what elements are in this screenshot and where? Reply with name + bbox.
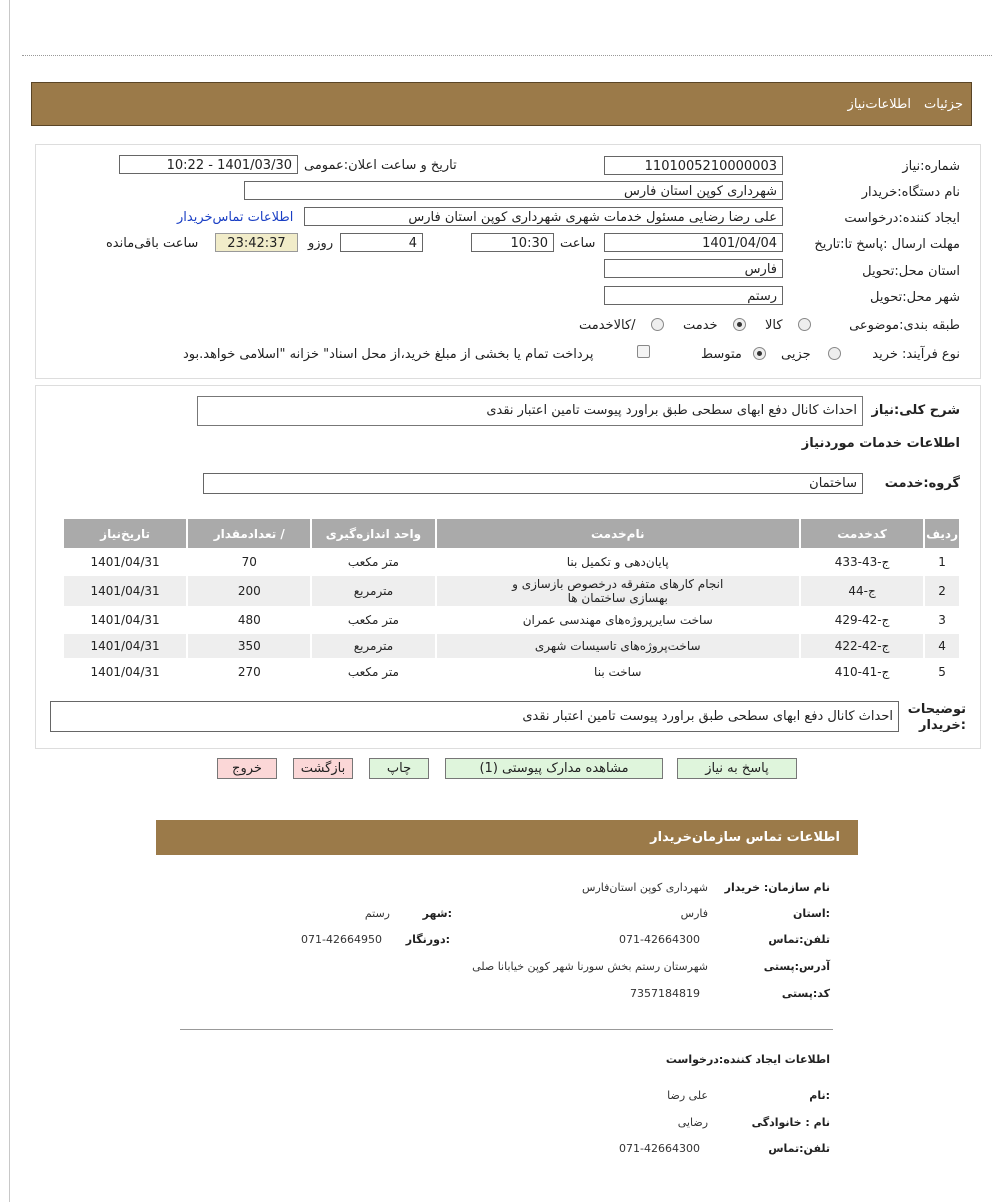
creator-info-heading: اطلاعات ایجاد کننده:درخواست xyxy=(665,1053,830,1066)
cell-date: 1401/04/31 xyxy=(64,550,186,574)
creator-label: ایجاد کننده:درخواست xyxy=(844,211,960,226)
category-radio-service[interactable] xyxy=(733,318,746,331)
left-border-line xyxy=(9,0,10,1202)
print-button[interactable]: چاپ xyxy=(369,758,429,779)
cell-unit: متر مکعب xyxy=(312,660,434,684)
cell-date: 1401/04/31 xyxy=(64,660,186,684)
cell-date: 1401/04/31 xyxy=(64,634,186,658)
col-need-date: تاریخ‌نیاز xyxy=(64,519,186,548)
contact-fax-label: :دورنگار xyxy=(405,933,450,946)
announce-label: تاریخ و ساعت اعلان:عمومی xyxy=(304,158,457,173)
need-number-field: 1101005210000003 xyxy=(604,156,783,175)
col-quantity: / تعدادمقدار xyxy=(188,519,310,548)
tab-need-info[interactable]: اطلاعات‌نیاز xyxy=(847,97,911,112)
treasury-payment-checkbox[interactable] xyxy=(637,345,650,358)
category-option-goods: کالا xyxy=(765,318,783,333)
contact-postal-label: کد:پستی xyxy=(781,987,830,1000)
contact-fax-value: 071-42664950 xyxy=(301,933,382,946)
services-table xyxy=(62,517,961,686)
service-group-label: گروه:خدمت xyxy=(884,476,960,491)
contact-province-value: فارس xyxy=(680,907,708,920)
contact-city-value: رستم xyxy=(364,907,390,920)
cell-code: ج-42-422 xyxy=(801,634,923,658)
table-row xyxy=(64,608,959,632)
remaining-label: ساعت باقی‌مانده xyxy=(106,236,199,251)
contact-phone-label: تلفن:تماس xyxy=(768,933,830,946)
buyer-contact-link[interactable]: اطلاعات تماس‌خریدار xyxy=(177,210,294,225)
view-attachments-button[interactable]: مشاهده مدارک پیوستی (1) xyxy=(445,758,663,779)
col-service-name: نام‌خدمت xyxy=(437,519,799,548)
creator-phone-value: 071-42664300 xyxy=(619,1142,700,1155)
city-label: شهر محل:تحویل xyxy=(870,290,960,305)
cell-name: ساخت بنا xyxy=(437,660,799,684)
process-radio-medium[interactable] xyxy=(753,347,766,360)
cell-unit: متر مکعب xyxy=(312,550,434,574)
creator-name-label: :نام xyxy=(809,1089,830,1102)
table-row xyxy=(64,634,959,658)
table-row xyxy=(64,576,959,606)
deadline-date-field: 1401/04/04 xyxy=(604,233,783,252)
table-header-row xyxy=(64,519,959,548)
days-field: 4 xyxy=(340,233,423,252)
cell-unit: مترمربع xyxy=(312,634,434,658)
buyer-notes-label: توضیحات :خریدار xyxy=(907,702,966,733)
exit-button[interactable]: خروج xyxy=(217,758,277,779)
cell-quantity: 200 xyxy=(188,576,310,606)
days-label: روزو xyxy=(308,236,334,251)
cell-code: ج-42-429 xyxy=(801,608,923,632)
announce-field: 1401/03/30 - 10:22 xyxy=(119,155,298,174)
category-option-service: خدمت xyxy=(683,318,718,333)
services-heading: اطلاعات خدمات موردنیاز xyxy=(801,436,960,451)
buyer-notes-field: احداث کانال دفع ابهای سطحی طبق براورد پیوست تامین اعتبار نقدی xyxy=(50,701,899,732)
summary-title-label: شرح کلی:نیاز xyxy=(871,403,960,418)
contact-city-label: :شهر xyxy=(422,907,452,920)
contact-org-label: نام سازمان: خریدار xyxy=(724,881,830,894)
contact-phone-value: 071-42664300 xyxy=(619,933,700,946)
deadline-label: مهلت ارسال :پاسخ تا:تاریخ xyxy=(814,237,960,252)
cell-name: ساخت سایرپروژه‌های مهندسی عمران xyxy=(437,608,799,632)
dotted-divider xyxy=(22,55,992,56)
category-radio-goods[interactable] xyxy=(798,318,811,331)
cell-quantity: 480 xyxy=(188,608,310,632)
table-row xyxy=(64,550,959,574)
buyer-org-label: نام دستگاه:خریدار xyxy=(861,185,960,200)
process-label: نوع فرآیند: خرید xyxy=(872,347,960,362)
cell-row: 4 xyxy=(925,634,959,658)
cell-code: ج-44 xyxy=(801,576,923,606)
contact-postal-value: 7357184819 xyxy=(630,987,700,1000)
cell-row: 5 xyxy=(925,660,959,684)
col-unit: واحد اندازه‌گیری xyxy=(312,519,434,548)
cell-quantity: 350 xyxy=(188,634,310,658)
province-field: فارس xyxy=(604,259,783,278)
need-number-label: شماره:نیاز xyxy=(902,159,960,174)
reply-button[interactable]: پاسخ به نیاز xyxy=(677,758,797,779)
back-button[interactable]: بازگشت xyxy=(293,758,353,779)
cell-quantity: 70 xyxy=(188,550,310,574)
category-option-goods-service: /کالاخدمت xyxy=(579,318,636,333)
category-label: طبقه بندی:موضوعی xyxy=(849,318,960,333)
cell-name: انجام کارهای متفرقه درخصوص بازسازی و بهسازی ساختمان ها xyxy=(437,576,799,606)
cell-row: 1 xyxy=(925,550,959,574)
deadline-time-field: 10:30 xyxy=(471,233,554,252)
creator-field: علی رضا رضایی مسئول خدمات شهری شهرداری کوپن استان فارس xyxy=(304,207,783,226)
province-label: استان محل:تحویل xyxy=(862,264,960,279)
service-group-field: ساختمان xyxy=(203,473,863,494)
contact-org-value: شهرداری کوپن استان‌فارس xyxy=(582,881,708,894)
tab-details[interactable]: جزئیات xyxy=(924,97,963,112)
treasury-payment-note: پرداخت تمام یا بخشی از مبلغ خرید،از محل اسناد" خزانه "اسلامی خواهد.بود xyxy=(183,347,594,362)
creator-family-value: رضایی xyxy=(677,1116,708,1129)
contact-title: اطلاعات تماس سازمان‌خریدار xyxy=(650,830,840,845)
remaining-time-field: 23:42:37 xyxy=(215,233,298,252)
table-row xyxy=(64,660,959,684)
buyer-org-field: شهرداری کوپن استان فارس xyxy=(244,181,783,200)
col-row: ردیف xyxy=(925,519,959,548)
summary-title-field: احداث کانال دفع ابهای سطحی طبق براورد پیوست تامین اعتبار نقدی xyxy=(197,396,863,426)
cell-code: ج-41-410 xyxy=(801,660,923,684)
cell-quantity: 270 xyxy=(188,660,310,684)
cell-row: 2 xyxy=(925,576,959,606)
cell-unit: متر مکعب xyxy=(312,608,434,632)
cell-row: 3 xyxy=(925,608,959,632)
contact-address-label: آدرس:پستی xyxy=(763,960,830,973)
col-service-code: کدخدمت xyxy=(801,519,923,548)
process-option-medium: متوسط xyxy=(701,347,742,362)
cell-code: ج-43-433 xyxy=(801,550,923,574)
contact-province-label: :استان xyxy=(793,907,830,920)
cell-name: ساخت‌پروژه‌های تاسیسات شهری xyxy=(437,634,799,658)
contact-header-bar xyxy=(156,820,858,855)
creator-name-value: علی رضا xyxy=(667,1089,708,1102)
category-radio-goods-service[interactable] xyxy=(651,318,664,331)
cell-date: 1401/04/31 xyxy=(64,576,186,606)
creator-phone-label: تلفن:تماس xyxy=(768,1142,830,1155)
contact-address-value: شهرستان رستم بخش سورنا شهر کوپن خیابانا صلی xyxy=(472,960,708,973)
contact-divider xyxy=(180,1029,833,1030)
cell-name: پایان‌دهی و تکمیل بنا xyxy=(437,550,799,574)
creator-family-label: نام : خانوادگی xyxy=(751,1116,830,1129)
time-label: ساعت xyxy=(560,236,596,251)
cell-date: 1401/04/31 xyxy=(64,608,186,632)
cell-unit: مترمربع xyxy=(312,576,434,606)
process-radio-minor[interactable] xyxy=(828,347,841,360)
need-header-bar xyxy=(31,82,972,126)
need-info-panel xyxy=(35,144,981,379)
process-option-minor: جزیی xyxy=(781,347,811,362)
city-field: رستم xyxy=(604,286,783,305)
